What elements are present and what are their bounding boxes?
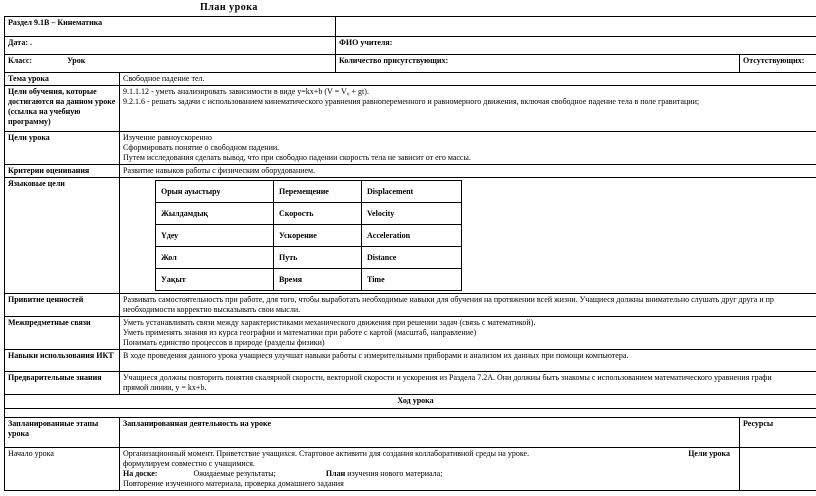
prior-cell bbox=[120, 372, 816, 395]
page-title: План урока bbox=[200, 2, 258, 13]
class-cell bbox=[5, 55, 336, 73]
vocab-english: Velocity bbox=[362, 203, 462, 225]
date-row bbox=[5, 37, 816, 55]
vocab-russian: Скорость bbox=[274, 203, 362, 225]
criteria-value: Развитие навыков работы с физическим оборудованием. bbox=[120, 165, 816, 178]
ict-row bbox=[5, 350, 816, 372]
section-row bbox=[5, 17, 816, 37]
vocabulary-row bbox=[156, 247, 462, 269]
date-cell: Дата: . bbox=[5, 37, 336, 55]
start-line bbox=[123, 469, 736, 479]
lesson-goal-item: Путем исследования сделать вывод, что при свободно падении скорость тела не зависит от его масcы. bbox=[123, 153, 471, 162]
vocab-english: Displacement bbox=[362, 181, 462, 203]
topic-value: Свободное падение тел. bbox=[120, 73, 816, 86]
values-cell bbox=[120, 294, 816, 317]
board-label: На доске: bbox=[123, 469, 158, 478]
cross-cell bbox=[120, 317, 816, 350]
section-empty-cell bbox=[336, 17, 816, 37]
start-goals-label: Цели урока bbox=[688, 449, 731, 458]
vocab-kazakh: Жылдамдық bbox=[156, 203, 274, 225]
lesson-goal-item: Сформировать понятие о свободном падении. bbox=[123, 143, 280, 152]
col-activity: Запланированная деятельность на уроке bbox=[120, 418, 740, 448]
blank-row bbox=[5, 409, 816, 418]
vocab-russian: Перемещение bbox=[274, 181, 362, 203]
vocab-russian: Путь bbox=[274, 247, 362, 269]
vocab-kazakh: Үдеу bbox=[156, 225, 274, 247]
vocabulary-row bbox=[156, 203, 462, 225]
vocab-kazakh: Уақыт bbox=[156, 269, 274, 291]
lesson-goals-row bbox=[5, 132, 816, 165]
start-stage: Начало урока bbox=[5, 448, 120, 491]
lesson-plan-table bbox=[4, 16, 816, 491]
learning-goals-row bbox=[5, 86, 816, 132]
present-cell: Количество присутствующих: bbox=[336, 55, 740, 73]
learning-goal-2: 9.2.1.6 - решать задачи с использованием кинематического уравнения равнопеременного и равномерного движения, включая свободное падение тела в поле гравитации; bbox=[123, 97, 700, 106]
progress-header-row bbox=[5, 418, 816, 448]
start-text: Повторение изученного материала, проверка домашнего задания bbox=[123, 479, 344, 488]
class-row bbox=[5, 55, 816, 73]
lesson-goals-cell bbox=[120, 132, 816, 165]
section-cell: Раздел 9.1B – Кинематика bbox=[5, 17, 336, 37]
progress-title: Ход урока bbox=[5, 395, 816, 409]
expected-text: Ожидаемые результаты; bbox=[193, 469, 276, 478]
topic-label: Тема урока bbox=[5, 73, 120, 86]
teacher-cell: ФИО учителя: bbox=[336, 37, 816, 55]
progress-title-row bbox=[5, 395, 816, 409]
vocab-english: Time bbox=[362, 269, 462, 291]
learning-goal-1: 9.1.1.12 - уметь анализировать зависимости в виде y=kx+b (V = V₀ + gt). bbox=[123, 87, 369, 96]
values-label: Привитие ценностей bbox=[5, 294, 120, 317]
col-resources: Ресурсы bbox=[740, 418, 816, 448]
prior-text: Учащиеся должны повторить понятия скалярной скорости, векторной скорости и ускорения из Раздела 7.2А. Они должны быть знакомы с использованием математического уравнения графи bbox=[123, 373, 772, 382]
lesson-goal-item: Изучение равноускоренно bbox=[123, 133, 212, 142]
language-label: Языковые цели bbox=[5, 178, 120, 294]
plan-label: План bbox=[325, 469, 346, 478]
class-value: Урок bbox=[67, 56, 86, 65]
col-stages: Запланированные этапы урока bbox=[5, 418, 120, 448]
start-line bbox=[123, 449, 736, 459]
absent-cell: Отсутствующих: bbox=[740, 55, 816, 73]
criteria-row bbox=[5, 165, 816, 178]
values-row bbox=[5, 294, 816, 317]
start-text: Организационный момент. Приветствие учащихся. Стартовое активити для создания коллаборативной среды на уроке. bbox=[123, 449, 530, 458]
learning-goals-cell bbox=[120, 86, 816, 132]
vocab-russian: Ускорение bbox=[274, 225, 362, 247]
plan-text: изучения нового материала; bbox=[345, 469, 443, 478]
start-activity bbox=[120, 448, 740, 491]
prior-row bbox=[5, 372, 816, 395]
language-row bbox=[5, 178, 816, 294]
start-text: формулируем совместно с учащимися. bbox=[123, 459, 255, 468]
prior-label: Предварительные знания bbox=[5, 372, 120, 395]
class-label: Класс: bbox=[8, 56, 33, 65]
ict-label: Навыки использования ИКТ bbox=[5, 350, 120, 372]
vocab-kazakh: Жол bbox=[156, 247, 274, 269]
values-text: необходимости корректно высказывать свои мысли. bbox=[123, 305, 301, 314]
topic-row bbox=[5, 73, 816, 86]
cross-line: Уметь устанавливать связи между характеристиками механического движения при решении задач (связь с математикой). bbox=[123, 318, 536, 327]
vocab-english: Acceleration bbox=[362, 225, 462, 247]
vocabulary-table bbox=[155, 180, 462, 291]
language-cell bbox=[120, 178, 816, 294]
criteria-label: Критерии оценивания bbox=[5, 165, 120, 178]
vocab-russian: Время bbox=[274, 269, 362, 291]
ict-text: В ходе проведения данного урока учащиеся улучшат навыки работы с измерительными приборами и анализом их данных при помощи компьютера. bbox=[120, 350, 816, 372]
cross-line: Уметь применять знания из курса географии и математики при работе с картой (масштаб, направление) bbox=[123, 328, 477, 337]
values-text: Развивать самостоятельность при работе, для того, чтобы выработать необходимые навыки для обучения на протяжении всей жизни. Учащиеся должны внимательно слушать друг друга и пр bbox=[123, 295, 774, 304]
vocabulary-row bbox=[156, 225, 462, 247]
cross-label: Межпредметные связи bbox=[5, 317, 120, 350]
blank-cell bbox=[5, 409, 816, 418]
prior-text: прямой линии, y = kx+b. bbox=[123, 383, 207, 392]
cross-row bbox=[5, 317, 816, 350]
start-resources bbox=[740, 448, 816, 491]
vocabulary-row bbox=[156, 181, 462, 203]
lesson-goals-label: Цели урока bbox=[5, 132, 120, 165]
learning-goals-label: Цели обучения, которые достигаются на данном уроке (ссылка на учебную программу) bbox=[5, 86, 120, 132]
vocabulary-row bbox=[156, 269, 462, 291]
vocab-kazakh: Орын ауыстыру bbox=[156, 181, 274, 203]
vocab-english: Distance bbox=[362, 247, 462, 269]
cross-line: Понимать единство процессов в природе (разделы физики) bbox=[123, 338, 325, 347]
start-row bbox=[5, 448, 816, 491]
